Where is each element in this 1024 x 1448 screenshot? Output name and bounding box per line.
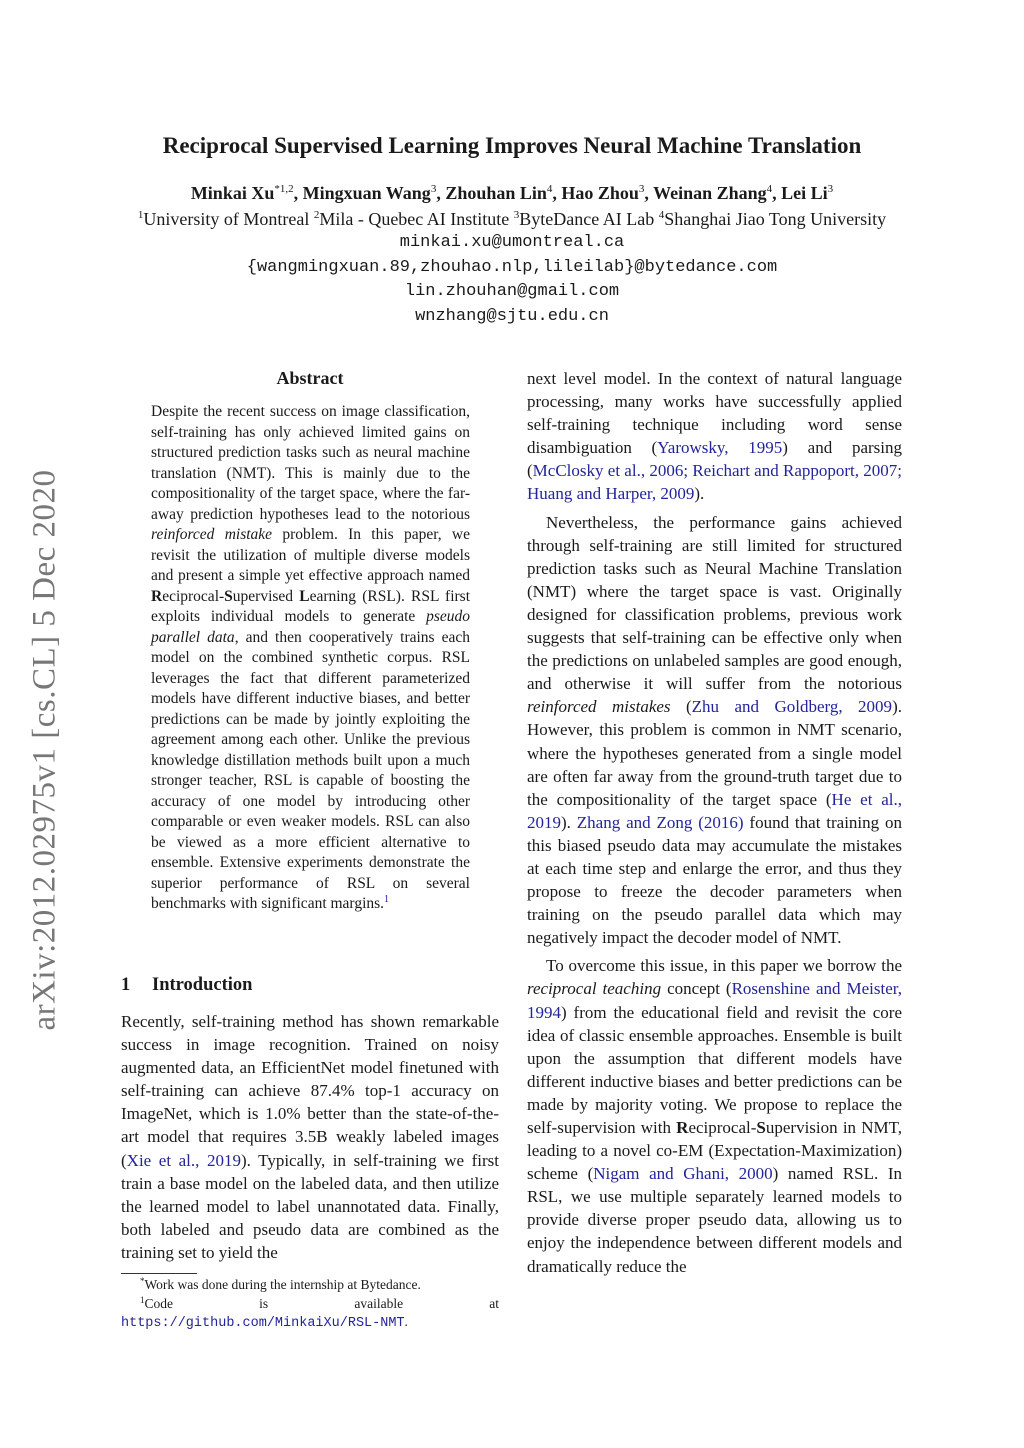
right-column-text bbox=[527, 367, 902, 1278]
paragraph-text: ) named RSL. In RSL, we use multiple separately learned models to provide diverse proper pseudo data, allowing us to enjoy the independence between different models and dramatically reduce the bbox=[527, 1164, 902, 1276]
footnotes bbox=[121, 1276, 499, 1334]
paragraph-text: eciprocal- bbox=[688, 1118, 757, 1137]
footnote-star bbox=[121, 1276, 499, 1295]
paragraph-text: To overcome this issue, in this paper we borrow the bbox=[546, 956, 902, 976]
citation-link[interactable]: Zhang and Zong (2016) bbox=[576, 812, 744, 832]
affil-mark: 1 bbox=[137, 209, 144, 221]
citation-link[interactable]: McClosky et al., 2006; Reichart and Rappoport, 2007; Huang and Harper, 2009 bbox=[527, 461, 902, 504]
footnote-text: . bbox=[404, 1314, 408, 1329]
footnote-text: Work was done during the internship at Bytedance. bbox=[144, 1277, 421, 1292]
footnote-code bbox=[121, 1295, 499, 1334]
email[interactable]: {wangmingxuan.89,zhouhao.nlp,lileilab}@bytedance.com bbox=[246, 257, 778, 277]
section-title: Introduction bbox=[152, 975, 253, 995]
abstract-text: problem. In this paper, we revisit the utilization of multiple diverse models and present a simple yet effective approach named bbox=[151, 526, 470, 584]
author-name: Hao Zhou bbox=[561, 183, 639, 203]
abstract-emphasis: pseudo parallel data bbox=[151, 608, 470, 646]
affiliation: University of Montreal bbox=[143, 209, 310, 229]
author-name: Zhouhan Lin bbox=[445, 183, 547, 203]
paragraph-text: ). bbox=[561, 812, 577, 832]
author-name: Minkai Xu bbox=[190, 183, 275, 203]
paragraph-text: concept ( bbox=[661, 979, 732, 999]
abstract-heading: Abstract bbox=[276, 368, 344, 388]
paragraph bbox=[527, 954, 902, 1277]
paragraph-text: ). Typically, in self-training we first train a base model on the labeled data, and then utilize the learned model to label unannotated data. Finally, both labeled and pseudo data are combined as the training set to yield the bbox=[121, 1150, 499, 1262]
affil-mark: 3 bbox=[513, 209, 520, 221]
affil-mark: 4 bbox=[658, 209, 665, 221]
code-url-link[interactable]: https://github.com/MinkaiXu/RSL-NMT bbox=[121, 1316, 405, 1331]
paragraph-text: ( bbox=[670, 697, 692, 717]
author-affil-mark: 3 bbox=[430, 183, 437, 195]
email[interactable]: lin.zhouhan@gmail.com bbox=[404, 282, 620, 302]
citation-link[interactable]: Xie et al., 2019 bbox=[126, 1150, 241, 1170]
email[interactable]: minkai.xu@umontreal.ca bbox=[399, 233, 625, 252]
paragraph-text: ) and parsing ( bbox=[527, 438, 902, 481]
citation-link[interactable]: Yarowsky, 1995 bbox=[657, 438, 783, 458]
citation-link[interactable]: Rosenshine and Meister, 1994 bbox=[527, 979, 902, 1022]
paragraph-text: found that training on this biased pseudo data may accumulate the mistakes at each time step and enlarge the error, and thus they propose to freeze the decoder parameters when training on the pseudo parallel data which may negatively impact the decoder model of NMT. bbox=[527, 812, 903, 948]
author-affil-mark: 4 bbox=[766, 183, 773, 195]
affil-mark: 2 bbox=[313, 209, 320, 221]
section-number: 1 bbox=[121, 975, 131, 995]
paragraph-text: Nevertheless, the performance gains achieved through self-training are still limited for structured prediction tasks such as Neural Machine Translation (NMT) where the target space is vast. Originally designed for classification problems, previous work suggests that self-training can be effective only when the predictions on unlabeled samples are good enough, and otherwise it will suffer from the notorious bbox=[527, 512, 902, 694]
author-affil-mark: 3 bbox=[827, 183, 834, 195]
acronym-letter: S bbox=[224, 587, 233, 605]
footnote-divider bbox=[121, 1273, 197, 1274]
affiliation: Shanghai Jiao Tong University bbox=[664, 209, 887, 229]
author-list: Minkai Xu$^{*1,2}$, Mingxuan Wang$^3$, Zhouhan Lin$^4$, Hao Zhou$^3$, Weinan Zhang$^4$, Lei Li$^3$ bbox=[190, 183, 834, 203]
abstract-text: Despite the recent success on image classification, self-training has only achieved limited gains on structured prediction tasks such as neural machine translation (NMT). This is mainly due to the compositionality of the target space, where the far-away prediction hypotheses lead to the notorious bbox=[151, 403, 470, 523]
paragraph-text: ) from the educational field and revisit the core idea of classic ensemble approaches. Ensemble is built upon the assumption that different models have different inductive biases and better predictions can be made by majority voting. We propose to replace the self-supervision with bbox=[527, 1002, 902, 1137]
paragraph-text: Recently, self-training method has shown remarkable success in image recognition. Trained on noisy augmented data, an EfficientNet model finetuned with self-training can achieve 87.4% top-1 accuracy on ImageNet, which is 1.0% better than the state-of-the-art model that requires 3.5B weakly labeled images ( bbox=[121, 1012, 499, 1170]
acronym-letter: R bbox=[676, 1118, 689, 1137]
acronym-letter: L bbox=[299, 587, 310, 605]
abstract-body bbox=[151, 402, 470, 915]
section-heading-introduction bbox=[121, 973, 252, 997]
acronym-letter: R bbox=[151, 587, 163, 605]
citation-link[interactable]: He et al., 2019 bbox=[527, 789, 902, 832]
left-column-text bbox=[121, 1010, 499, 1264]
abstract-text: eciprocal- bbox=[162, 587, 225, 605]
author-name: Mingxuan Wang bbox=[302, 183, 431, 203]
abstract-text: upervised bbox=[232, 587, 300, 605]
author-affil-mark: 3 bbox=[638, 183, 645, 195]
abstract-text: , and then cooperatively trains each model on the combined synthetic corpus. RSL leverages the fact that different parameterized models have different inductive biases, and better predictions can be made by jointly exploiting the agreement among each other. Unlike the previous knowledge distillation methods built upon a much stronger teacher, RSL is capable of boosting the accuracy of one model by introducing other comparable or even weaker models. RSL can also be viewed as a more efficient alternative to ensemble. Extensive experiments demonstrate the superior performance of RSL on several benchmarks with significant margins. bbox=[151, 628, 470, 912]
acronym-letter: S bbox=[756, 1118, 766, 1137]
emphasis: reinforced mistakes bbox=[527, 697, 671, 717]
citation-link[interactable]: Zhu and Goldberg, 2009 bbox=[691, 697, 893, 717]
paper-title: Reciprocal Supervised Learning Improves Neural Machine Translation bbox=[162, 133, 862, 158]
affiliation: Mila - Quebec AI Institute bbox=[319, 209, 510, 229]
arxiv-stamp-text: arXiv:2012.02975v1 [cs.CL] 5 Dec 2020 bbox=[26, 469, 63, 1031]
emphasis: reciprocal teaching bbox=[527, 979, 662, 999]
paragraph bbox=[527, 367, 902, 506]
email-list bbox=[0, 231, 1024, 329]
footnote-mark: * bbox=[140, 1276, 145, 1286]
email[interactable]: wnzhang@sjtu.edu.cn bbox=[415, 306, 609, 326]
footnote-link[interactable]: 1 bbox=[384, 894, 390, 905]
paragraph bbox=[527, 511, 902, 950]
citation-link[interactable]: Nigam and Ghani, 2000 bbox=[593, 1164, 773, 1184]
footnote-mark: 1 bbox=[140, 1294, 145, 1305]
author-name: Weinan Zhang bbox=[653, 183, 767, 203]
affiliation: ByteDance AI Lab bbox=[519, 209, 655, 229]
author-name: Lei Li bbox=[781, 183, 828, 203]
author-affil-mark: 4 bbox=[546, 183, 553, 195]
paragraph-text: ). However, this problem is common in NMT scenario, where the hypotheses generated from a single model are often far away from the ground-truth target due to the compositionality of the target space ( bbox=[527, 697, 902, 809]
abstract-emphasis: reinforced mistake bbox=[151, 526, 273, 543]
paragraph-text: ). bbox=[694, 484, 705, 504]
affiliations bbox=[0, 206, 1024, 232]
paragraph-text: upervision in NMT, leading to a novel co-EM (Expectation-Maximization) scheme ( bbox=[527, 1118, 902, 1184]
abstract-text: earning (RSL). RSL first exploits individual models to generate bbox=[151, 587, 471, 625]
paragraph bbox=[121, 1010, 499, 1264]
paragraph-text: next level model. In the context of natural language processing, many works have successfully applied self-training technique including word sense disambiguation ( bbox=[527, 369, 902, 458]
footnote-text: Code is available at bbox=[144, 1295, 499, 1311]
author-affil-mark: *1,2 bbox=[274, 183, 294, 195]
